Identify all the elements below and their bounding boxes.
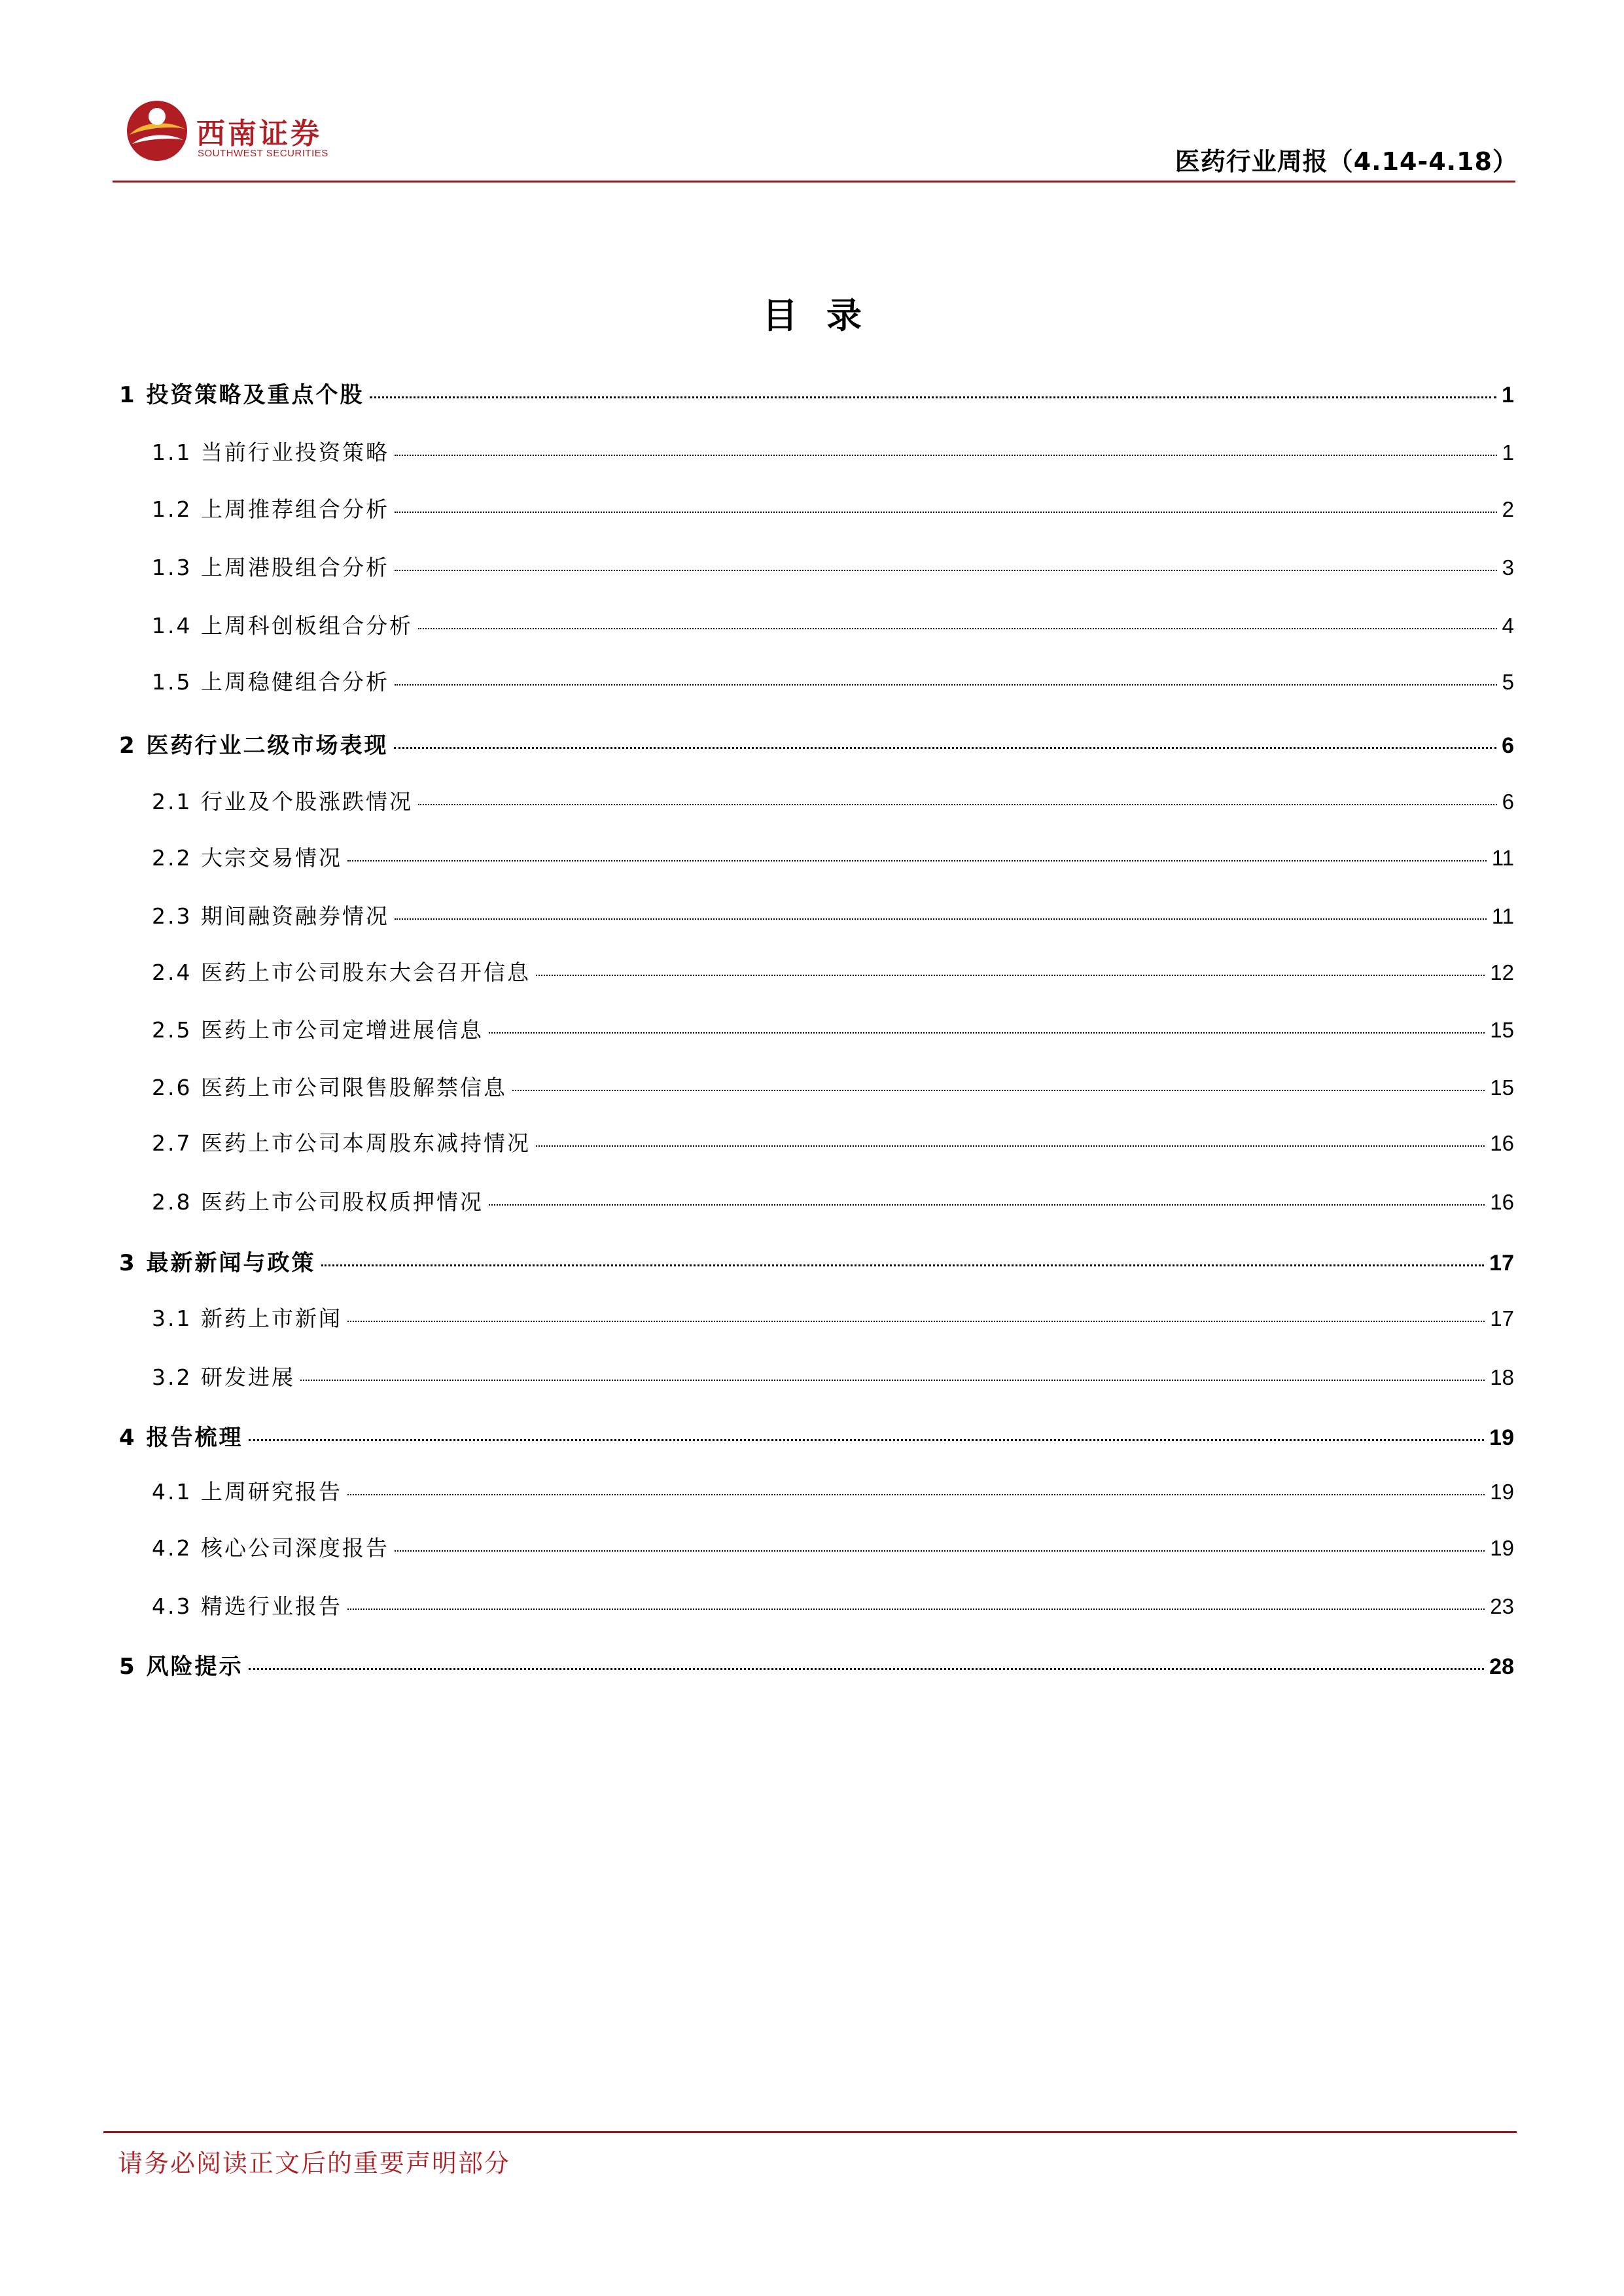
toc-page-number: 18: [1490, 1365, 1514, 1389]
logo-english-name: SOUTHWEST SECURITIES: [198, 148, 328, 159]
toc-dot-leader: [418, 804, 1497, 805]
toc-dot-leader: [395, 684, 1497, 686]
footer-disclaimer: 请务必阅读正文后的重要声明部分: [118, 2149, 511, 2178]
toc-page-number: 16: [1490, 1190, 1514, 1214]
toc-page-number: 19: [1490, 1536, 1514, 1560]
toc-dot-leader: [347, 1494, 1485, 1495]
toc-subsection-link[interactable]: [152, 436, 1514, 466]
toc-page-number: 28: [1489, 1654, 1514, 1679]
footer-divider: [103, 2131, 1517, 2133]
toc-page-number: 6: [1502, 733, 1514, 758]
toc-page-number: 3: [1502, 555, 1514, 580]
toc-entry-title: 1.4 上周科创板组合分析: [152, 613, 413, 638]
toc-subsection-link[interactable]: [152, 956, 1514, 986]
toc-page-number: 19: [1489, 1425, 1514, 1450]
toc-subsection-link[interactable]: [152, 1475, 1514, 1506]
toc-entry-title: 3 最新新闻与政策: [119, 1250, 316, 1276]
toc-dot-leader: [395, 455, 1497, 456]
toc-dot-leader: [347, 860, 1487, 861]
toc-entry-title: 4.3 精选行业报告: [152, 1593, 342, 1619]
toc-dot-leader: [395, 918, 1487, 920]
toc-page-number: 17: [1489, 1251, 1514, 1276]
toc-entry-title: 2.6 医药上市公司限售股解禁信息: [152, 1075, 507, 1100]
toc-subsection-link[interactable]: [152, 1185, 1514, 1216]
toc-page-number: 1: [1502, 440, 1514, 464]
toc-heading: 目录: [762, 294, 891, 336]
toc-page-number: 17: [1490, 1306, 1514, 1331]
toc-section-link[interactable]: [119, 377, 1514, 409]
report-title: 医药行业周报（4.14-4.18）: [1174, 147, 1518, 176]
toc-subsection-link[interactable]: [152, 1302, 1514, 1332]
toc-page-number: 19: [1490, 1480, 1514, 1504]
toc-page-number: 15: [1490, 1018, 1514, 1042]
toc-page-number: 11: [1491, 904, 1514, 928]
toc-subsection-link[interactable]: [152, 1126, 1514, 1157]
toc-entry-title: 2 医药行业二级市场表现: [119, 733, 389, 759]
toc-dot-leader: [489, 1204, 1485, 1206]
toc-entry-title: 2.4 医药上市公司股东大会召开信息: [152, 960, 531, 985]
toc-entry-title: 1.5 上周稳健组合分析: [152, 669, 389, 695]
toc-dot-leader: [489, 1032, 1485, 1034]
toc-page-number: 2: [1502, 497, 1514, 521]
toc-entry-title: 2.2 大宗交易情况: [152, 845, 342, 871]
toc-entry-title: 2.1 行业及个股涨跌情况: [152, 789, 413, 814]
toc-dot-leader: [321, 1264, 1485, 1266]
toc-entry-title: 3.2 研发进展: [152, 1365, 295, 1390]
toc-entry-title: 1.3 上周港股组合分析: [152, 555, 389, 580]
toc-entry-title: 4.2 核心公司深度报告: [152, 1535, 389, 1561]
toc-dot-leader: [394, 747, 1497, 749]
toc-dot-leader: [512, 1090, 1485, 1091]
toc-page-number: 4: [1502, 614, 1514, 638]
toc-dot-leader: [300, 1380, 1485, 1381]
toc-subsection-link[interactable]: [152, 1013, 1514, 1044]
toc-subsection-link[interactable]: [152, 1361, 1514, 1391]
toc-page-number: 15: [1490, 1075, 1514, 1100]
toc-page-number: 23: [1490, 1594, 1514, 1618]
toc-page-number: 11: [1491, 846, 1514, 870]
toc-entry-title: 1.2 上周推荐组合分析: [152, 496, 389, 522]
toc-dot-leader: [536, 1145, 1485, 1147]
toc-entry-title: 4 报告梳理: [119, 1425, 243, 1451]
toc-subsection-link[interactable]: [152, 493, 1514, 523]
toc-subsection-link[interactable]: [152, 785, 1514, 816]
toc-dot-leader: [347, 1321, 1485, 1322]
toc-entry-title: 2.7 医药上市公司本周股东减持情况: [152, 1130, 531, 1156]
toc-entry-title: 2.5 医药上市公司定增进展信息: [152, 1017, 484, 1043]
toc-subsection-link[interactable]: [152, 1590, 1514, 1620]
toc-dot-leader: [395, 1550, 1485, 1552]
toc-page-number: 16: [1490, 1131, 1514, 1155]
toc-page-number: 12: [1490, 960, 1514, 984]
toc-subsection-link[interactable]: [152, 551, 1514, 582]
toc-dot-leader: [370, 396, 1497, 398]
toc-page-number: 5: [1502, 670, 1514, 694]
toc-subsection-link[interactable]: [152, 1531, 1514, 1562]
toc-entry-title: 2.3 期间融资融券情况: [152, 903, 389, 929]
toc-subsection-link[interactable]: [152, 665, 1514, 696]
toc-dot-leader: [418, 628, 1497, 629]
toc-subsection-link[interactable]: [152, 1071, 1514, 1102]
toc-entry-title: 5 风险提示: [119, 1654, 243, 1680]
toc-subsection-link[interactable]: [152, 609, 1514, 640]
toc-dot-leader: [249, 1439, 1485, 1441]
toc-dot-leader: [536, 975, 1485, 976]
toc-page-number: 1: [1502, 383, 1514, 408]
toc-entry-title: 4.1 上周研究报告: [152, 1479, 342, 1505]
toc-section-link[interactable]: [119, 1419, 1514, 1452]
toc-page-number: 6: [1502, 790, 1514, 814]
toc-dot-leader: [347, 1609, 1485, 1610]
logo-chinese-name: 西南证券: [196, 117, 322, 150]
toc-subsection-link[interactable]: [152, 841, 1514, 872]
toc-entry-title: 3.1 新药上市新闻: [152, 1306, 342, 1331]
toc-section-link[interactable]: [119, 1245, 1514, 1277]
toc-dot-leader: [395, 512, 1497, 513]
toc-dot-leader: [395, 570, 1497, 571]
toc-subsection-link[interactable]: [152, 899, 1514, 930]
toc-section-link[interactable]: [119, 727, 1514, 759]
toc-entry-title: 2.8 医药上市公司股权质押情况: [152, 1189, 484, 1215]
toc-entry-title: 1.1 当前行业投资策略: [152, 440, 389, 465]
toc-entry-title: 1 投资策略及重点个股: [119, 382, 364, 408]
toc-section-link[interactable]: [119, 1648, 1514, 1680]
toc-dot-leader: [249, 1668, 1485, 1670]
